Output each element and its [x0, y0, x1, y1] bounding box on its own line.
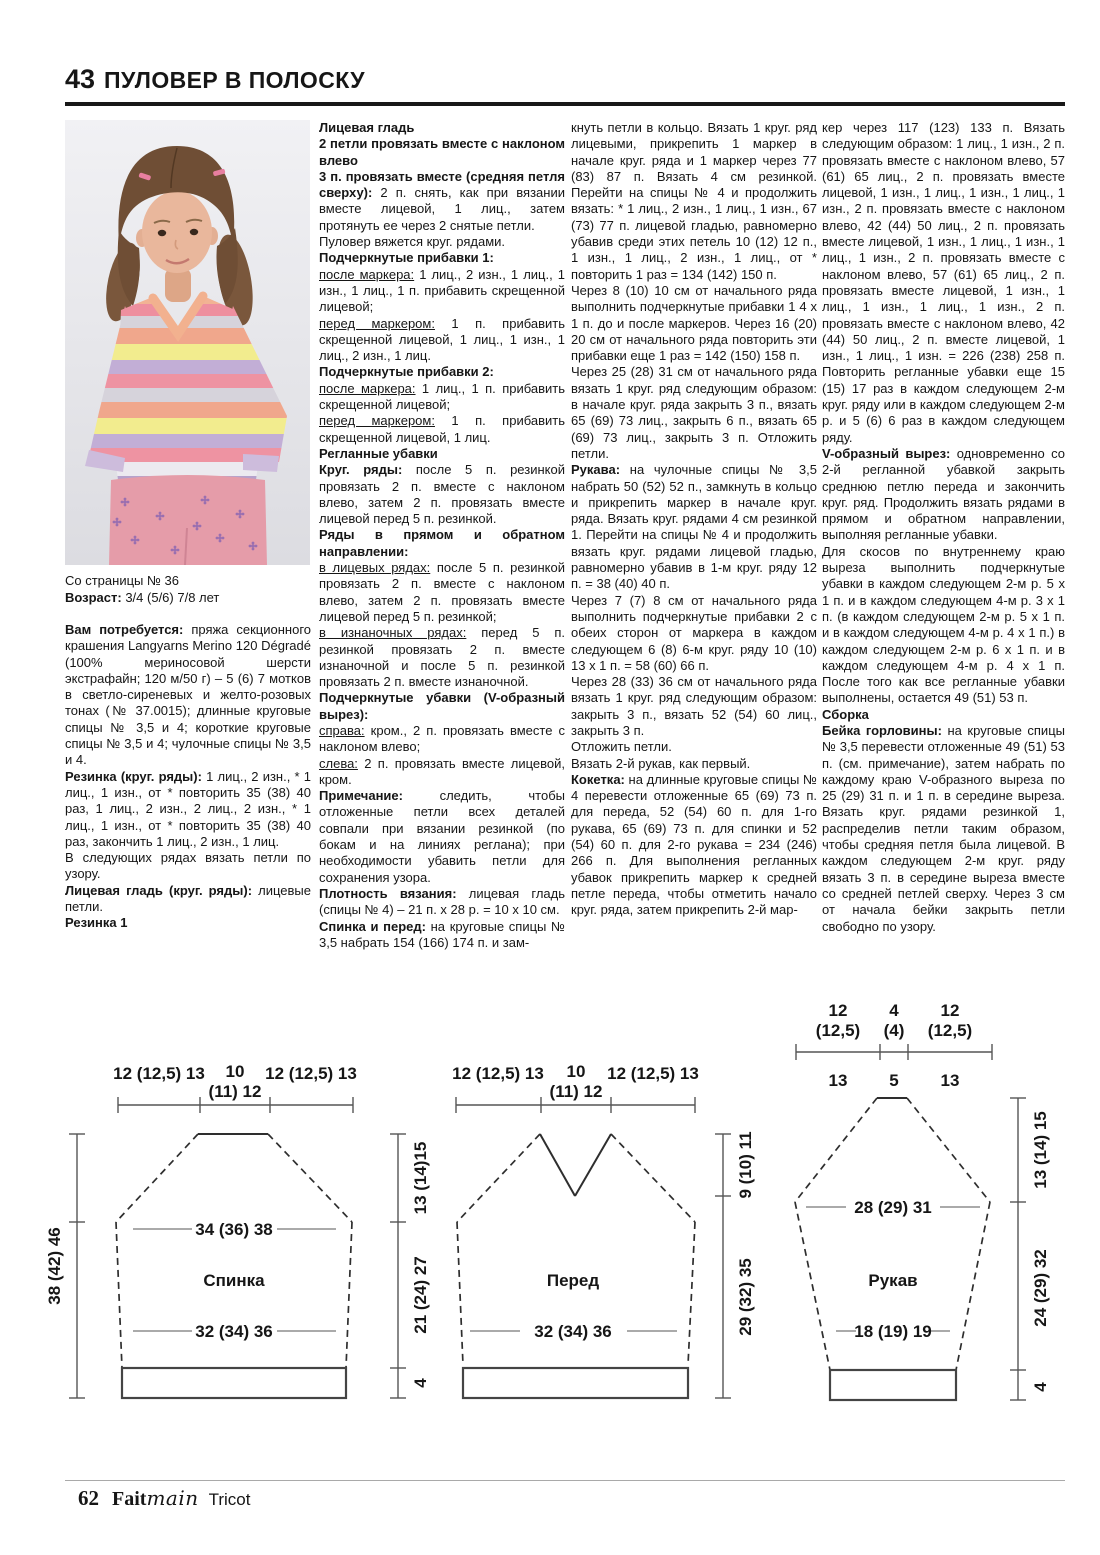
back-width-right: 12 (12,5) 13 — [265, 1064, 357, 1083]
back-inner-top: 34 (36) 38 — [195, 1220, 273, 1239]
back-height-left: 38 (42) 46 — [45, 1227, 64, 1305]
paragraph: слева: 2 п. провязать вместе лицевой, кром. — [319, 755, 565, 787]
paragraph: Кокетка: на длинные круговые спицы № 4 перевести отложенные 65 (69) 73 п. для переда, 52 (54) 60 п. для 1-го рукава, 65 (69) 73 п. для спинки и 52 (54) 60 п. для 2-го рукава = 234 (246) 266 п. Для выполнения регланных убавок прикрепить маркер к средней петле переда, чтобы отметить начало круг. ряда, затем прикрепить 2-й мар- — [571, 771, 817, 918]
paragraph: кнуть петли в кольцо. Вязать 1 круг. ряд лицевыми, прикрепить 1 маркер в начале круг. ряда и 1 маркер через 77 (83) 87 п. Вязать 4 см резинкой. Перейти на спицы № 4 и продолжить вязать: * 1 лиц., 2 изн., 1 лиц., 1 изн., 67 (73) 77 п. лицевой гладью, равномерно убавив среди этих петель 10 (12) 12 п., 1 изн., 1 лиц., 2 изн., 1 лиц., от * повторить 1 раз = 134 (142) 150 п. — [571, 120, 817, 282]
diagram-front — [452, 1062, 755, 1398]
footer-rule — [65, 1480, 1065, 1481]
photo-child-striped-pullover — [65, 120, 310, 565]
sleeve-row2-right: 13 — [940, 1071, 960, 1090]
sleeve-inner-top: 28 (29) 31 — [854, 1198, 932, 1217]
sleeve-height-right-top: 13 (14) 15 — [1031, 1111, 1050, 1189]
sleeve-height-right-bottom: 4 — [1031, 1382, 1050, 1392]
column-2 — [319, 120, 565, 951]
article-number: 43 — [65, 64, 96, 94]
paragraph: в изнаночных рядах: перед 5 п. резинкой провязать 2 п. вместе изнаночной и после 5 п. резинкой провязать 2 п. вместе изнаночной. — [319, 625, 565, 690]
paragraph: Лицевая гладь — [319, 120, 415, 135]
front-width-mid-2: (11) 12 — [549, 1082, 603, 1101]
sleeve-row2-mid: 5 — [889, 1071, 899, 1090]
back-rib-band — [122, 1368, 346, 1398]
back-height-right-top: 13 (14)15 — [411, 1141, 430, 1215]
paragraph: Со страницы № 36 — [65, 573, 180, 588]
paragraph: Спинка и перед: на круговые спицы № 3,5 набрать 154 (166) 174 п. и зам- — [319, 918, 565, 950]
paragraph: Вам потребуется: пряжа секционного крашения Langyarns Merino 120 Dégradé (100% мериносовой шерсти экстрафайн; 120 м/50 г) – 5 (6) 7 мотков в светло-сиреневых и желто-розовых тонах (№ 37.0015); длинные круговые спицы № 3,5 и 4; короткие круговые спицы № 3,5 и 4; чулочные спицы № 3,5 и 4. — [65, 622, 311, 768]
paragraph: Примечание: следить, чтобы отложенные петли всех деталей совпали при вязании резинкой (по бокам и на линиях реглана); при необходимости убавить петли для сохранения узора. — [319, 788, 565, 885]
paragraph: Резинка (круг. ряды): 1 лиц., 2 изн., * 1 лиц., 1 изн., от * повторить 35 (38) 40 раз, 1 лиц., 2 изн., 2 лиц., 2 изн., * 1 лиц., 1 изн., от * повторить 35 (38) 40 раз, закончить 1 лиц., 2 изн., 1 лиц. — [65, 768, 311, 849]
paragraph: V-образный вырез: одновременно со 2-й регланной убавкой закрыть среднюю петлю переда и закончить круг. ряд. Продолжить вязать рядами в прямом и обратном направлении, выполняя регланные убавки. — [822, 445, 1065, 543]
paragraph: Через 8 (10) 10 см от начального ряда выполнить подчеркнутые прибавки 1 4 х 1 п. до и после маркеров. Через 16 (20) 20 см от начального ряда повторить эти прибавки еще 1 раз = 142 (150) 158 п. — [571, 282, 817, 364]
diagram-sleeve — [795, 1001, 1050, 1400]
sleeve-width-left-1: 12 — [828, 1001, 848, 1020]
paragraph: Отложить петли. — [571, 739, 672, 755]
paragraph: Вязать 2-й рукав, как первый. — [571, 755, 751, 771]
paragraph: в лицевых рядах: после 5 п. резинкой провязать 2 п. вместе с наклоном влево, затем 2 п. провязать вместе лицевой перед 5 п. резинкой; — [319, 560, 565, 624]
paragraph: кер через 117 (123) 133 п. Вязать следующим образом: 1 лиц., 1 изн., 2 п. провязать вместе с наклоном влево, 57 (61) 65 лиц., 2 п. провязать вместе лицевой, 1 изн., 1 лиц., 1 изн., 1 лиц., 1 изн., 2 п. провязать вместе с наклоном влево, 42 (44) 50 лиц., 2 п. провязать вместе лицевой, 1 изн., 1 лиц., 1 изн., 1 лиц., 1 изн., 2 п. провязать вместе с наклоном влево, 57 (61) 65 лиц., 2 п. провязать вместе лицевой, 1 изн., 1 лиц., 1 изн., 1 лиц., 1 изн., 2 п. провязать вместе с наклоном влево, 42 (44) 50 лиц., 2 п. вместе лицевой, 1 изн., 1 лиц., 1 изн. = 226 (238) 258 п. Повторить регланные убавки еще 15 (15) 17 раз в каждом следующем 2-м круг. ряду или в каждом следующем 2-м р. и 5 (6) 6 раз в каждом следующем ряду. — [822, 120, 1065, 445]
paragraph: 3 п. провязать вместе (средняя петля сверху): 2 п. снять, как при вязании вместе лицевой, 1 лиц., затем протянуть ее через 2 снятые петли. — [319, 168, 565, 233]
sleeve-height-right-mid: 24 (29) 32 — [1031, 1249, 1050, 1327]
sleeve-width-right-1: 12 — [940, 1001, 960, 1020]
paragraph: после маркера: 1 лиц., 2 изн., 1 лиц., 1 изн., 1 лиц., 1 п. прибавить скрещенной лицевой; — [319, 266, 565, 315]
sleeve-inner-bottom: 18 (19) 19 — [854, 1322, 932, 1341]
front-height-right-top: 9 (10) 11 — [736, 1131, 755, 1199]
front-name: Перед — [546, 1271, 600, 1290]
paragraph: справа: кром., 2 п. провязать вместе с наклоном влево; — [319, 722, 565, 755]
footer-brand-tricot: Tricot — [208, 1490, 251, 1509]
sleeve-width-left-2: (12,5) — [815, 1021, 861, 1040]
front-width-mid-1: 10 — [566, 1062, 586, 1081]
photo-caption — [65, 572, 311, 606]
column-1-text — [65, 622, 311, 932]
article-header — [65, 64, 1065, 106]
paragraph: перед маркером: 1 п. прибавить скрещенной лицевой, 1 лиц. — [319, 413, 565, 445]
back-inner-bottom: 32 (34) 36 — [195, 1322, 273, 1341]
back-width-left: 12 (12,5) 13 — [113, 1064, 205, 1083]
front-width-right: 12 (12,5) 13 — [607, 1064, 699, 1083]
front-width-left: 12 (12,5) 13 — [452, 1064, 544, 1083]
page-footer — [78, 1486, 250, 1511]
back-name: Спинка — [203, 1271, 265, 1290]
photo-illustration — [65, 120, 310, 565]
paragraph: Подчеркнутые убавки (V-образный вырез): — [319, 690, 565, 722]
sleeve-name: Рукав — [868, 1271, 918, 1290]
diagram-back — [45, 1062, 430, 1398]
paragraph: 2 петли провязать вместе с наклоном влево — [319, 136, 565, 168]
paragraph: Плотность вязания: лицевая гладь (спицы № 4) – 21 п. х 28 р. = 10 х 10 см. — [319, 885, 565, 918]
paragraph: Резинка 1 — [65, 915, 128, 931]
paragraph: после маркера: 1 лиц., 1 п. прибавить скрещенной лицевой; — [319, 380, 565, 413]
sleeve-width-mid-1: 4 — [889, 1001, 899, 1020]
column-4 — [822, 120, 1065, 935]
paragraph: Через 28 (33) 36 см от начального ряда вязать 1 круг. ряд следующим образом: закрыть 3 п., вязать 52 (54) 60 лиц., закрыть 3 п. — [571, 674, 817, 738]
paragraph: перед маркером: 1 п. прибавить скрещенной лицевой, 1 лиц., 1 изн., 1 лиц., 2 изн., 1 лиц. — [319, 315, 565, 364]
pants — [109, 475, 267, 565]
sleeve-width-right-2: (12,5) — [927, 1021, 973, 1040]
footer-brand-main: main — [146, 1486, 199, 1510]
front-rib-band — [463, 1368, 688, 1398]
schematics — [0, 995, 1100, 1475]
back-height-right-mid: 21 (24) 27 — [411, 1256, 430, 1334]
paragraph: Круг. ряды: после 5 п. резинкой провязать 2 п. вместе с наклоном влево, затем 2 п. провязать вместе лицевой перед 5 п. резинкой. — [319, 462, 565, 527]
paragraph: Регланные убавки — [319, 445, 438, 461]
footer-brand-fait: Fait — [112, 1488, 147, 1510]
paragraph: В следующих рядах вязать петли по узору. — [65, 850, 311, 882]
paragraph: Через 7 (7) 8 см от начального ряда выполнить подчеркнутые прибавки 2 с обеих сторон от маркера в каждом следующем 6 (8) 6-м круг. ряду 10 (10) 13 х 1 п. = 58 (60) 66 п. — [571, 592, 817, 673]
article-title: ПУЛОВЕР В ПОЛОСКУ — [104, 67, 365, 93]
paragraph: Бейка горловины: на круговые спицы № 3,5 перевести отложенные 49 (51) 53 п. (см. примечание), затем набрать по каждому краю V-образного выреза по 25 (29) 31 п. и 1 п. в середине выреза. Вязать круг. рядами резинкой 1, распределив петли таким образом, чтобы средняя петля была лицевой. В каждом следующем 2-м круг. ряду вязать 3 п. в середине выреза вместе со средней петлей сверху. Через 3 см от начала бейки закрыть петли свободно по узору. — [822, 722, 1065, 934]
paragraph: Подчеркнутые прибавки 2: — [319, 364, 494, 380]
paragraph: Ряды в прямом и обратном направлении: — [319, 527, 565, 559]
sleeve-row2-left: 13 — [828, 1071, 848, 1090]
paragraph: Подчеркнутые прибавки 1: — [319, 250, 494, 266]
cuff-right — [243, 454, 279, 472]
paragraph: Рукава: на чулочные спицы № 3,5 набрать 50 (52) 52 п., замкнуть в кольцо и прикрепить маркер в начале круг. ряда. Вязать круг. рядами 4 см резинкой 1. Перейти на спицы № 4 и продолжить вязать круг. рядами лицевой гладью, равномерно убавив в 1-м круг. ряду 12 п. = 38 (40) 40 п. — [571, 462, 817, 592]
paragraph: Пуловер вяжется круг. рядами. — [319, 234, 506, 250]
paragraph: Через 25 (28) 31 см от начального ряда вязать 1 круг. ряд следующим образом: в начале круг. ряда закрыть 3 п., вязать 65 (69) 73 лиц., закрыть 6 п., вязать 65 (69) 73 лиц., закрыть 3 п. Отложить петли. — [571, 364, 817, 461]
sleeve-width-mid-2: (4) — [883, 1021, 905, 1040]
back-width-mid-1: 10 — [225, 1062, 245, 1081]
footer-page-number: 62 — [78, 1486, 99, 1510]
column-3 — [571, 120, 817, 919]
paragraph: Сборка — [822, 706, 869, 722]
sleeve-cuff-band — [830, 1370, 956, 1400]
paragraph: Лицевая гладь (круг. ряды): лицевые петли. — [65, 882, 311, 915]
front-height-right-bottom: 29 (32) 35 — [736, 1258, 755, 1336]
back-height-right-bottom: 4 — [411, 1378, 430, 1388]
back-width-mid-2: (11) 12 — [208, 1082, 262, 1101]
column-1 — [65, 120, 311, 932]
paragraph: Для скосов по внутреннему краю выреза выполнить подчеркнутые убавки в каждом следующем 2-м р. 5 х 1 п. и в каждом следующем 4-м р. 3 х 1 п. (в каждом следующем 2-м р. 5 х 1 п. и в каждом следующем 4-м р. 4 х 1 п.) в каждом следующем 2-м р. 6 х 1 п. и в каждом следующем 4-м р. 4 х 1 п. После того как все регланные убавки выполнены, остается 49 (51) 53 п. — [822, 543, 1065, 706]
front-inner-bottom: 32 (34) 36 — [534, 1322, 612, 1341]
paragraph: Возраст: 3/4 (5/6) 7/8 лет — [65, 590, 220, 605]
